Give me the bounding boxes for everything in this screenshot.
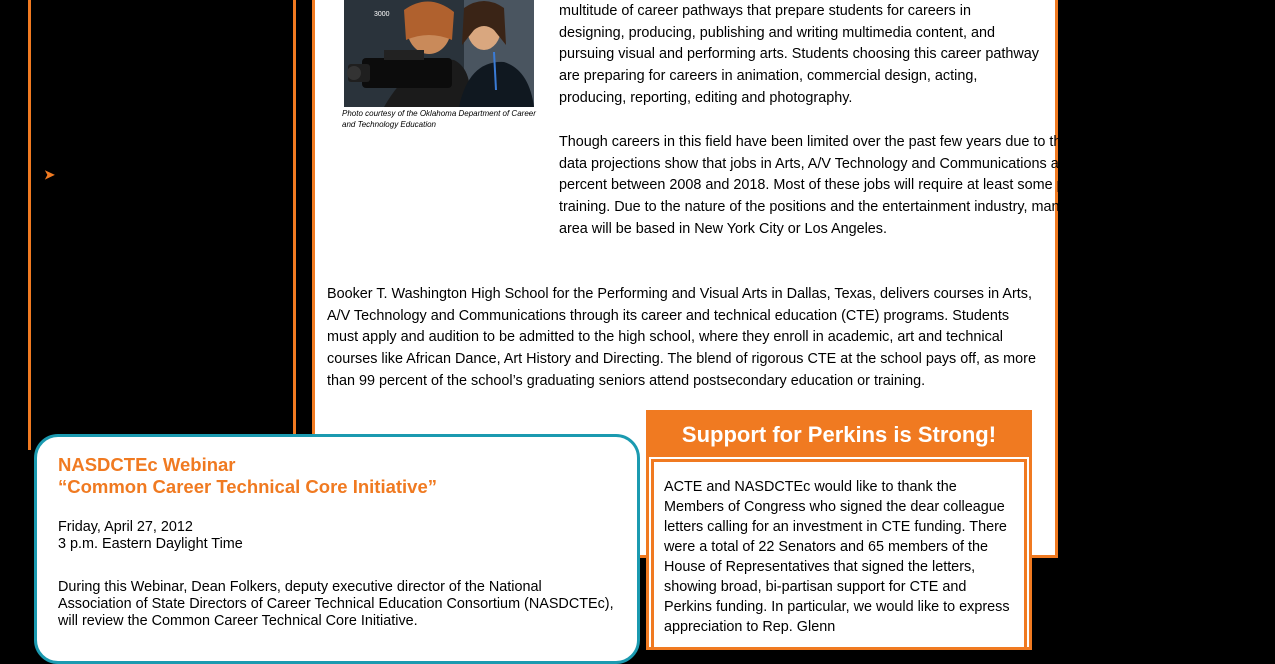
camera-label: 3000 <box>374 11 390 18</box>
webinar-title: NASDCTEc Webinar <box>58 454 236 475</box>
camera-photo-illustration <box>344 0 534 107</box>
perkins-body-text: ACTE and NASDCTEc would like to thank the Members of Congress who signed the dear colleague letters calling for an investment in CTE funding. There were a total of 22 Senators and 65 members of the House of Representatives that signed the letters, showing broad, bi-partisan support for CTE and Perkins funding. In particular, we would like to express appreciation to Rep. Glenn <box>664 479 1010 635</box>
webinar-description: During this Webinar, Dean Folkers, deputy executive director of the National Association of State Directors of Career Technical Education Consortium (NASDCTEc), will review the Common Career Technical Core Initiative. <box>58 579 614 629</box>
article-paragraph-2: Though careers in this field have been limited over the past few years due to the economic recession, recent data projections show that jobs in Arts, A/V Technology and Communications are expected to increase by 15 percent between 2008 and 2018. Most of these jobs will require at least some postsecondary education and training. Due to the nature of the positions and the entertainment industry, many of the job opportunities in this area will be based in New York City or Los Angeles. <box>559 134 1258 237</box>
article-paragraph-1: multitude of career pathways that prepare students for careers in designing, producing, publishing and writing multimedia content, and pursuing visual and performing arts. Students choosing this career pathway are preparing for careers in animation, commercial design, acting, producing, reporting, editing and photography. <box>559 3 1039 106</box>
article-photo <box>344 0 534 107</box>
article-paragraph-3: Booker T. Washington High School for the Performing and Visual Arts in Dallas, Texas, delivers courses in Arts, A/V Technology and Communications through its career and technical education (CTE) programs. Students must apply and audition to be admitted to the high school, where they enroll in academic, art and technical courses like African Dance, Art History and Directing. The blend of rigorous CTE at the school pays off, as more than 99 percent of the school’s graduating seniors attend postsecondary education or training. <box>327 286 1036 389</box>
left-sidebar <box>28 0 296 450</box>
perkins-heading: Support for Perkins is Strong! <box>649 413 1029 457</box>
webinar-date: Friday, April 27, 2012 <box>58 519 193 535</box>
photo-caption: Photo courtesy of the Oklahoma Department of Career and Technology Education <box>342 109 536 129</box>
webinar-subtitle: “Common Career Technical Core Initiative” <box>58 476 438 497</box>
webinar-time: 3 p.m. Eastern Daylight Time <box>58 536 243 552</box>
bullet-arrow-icon: ➤ <box>44 167 55 182</box>
